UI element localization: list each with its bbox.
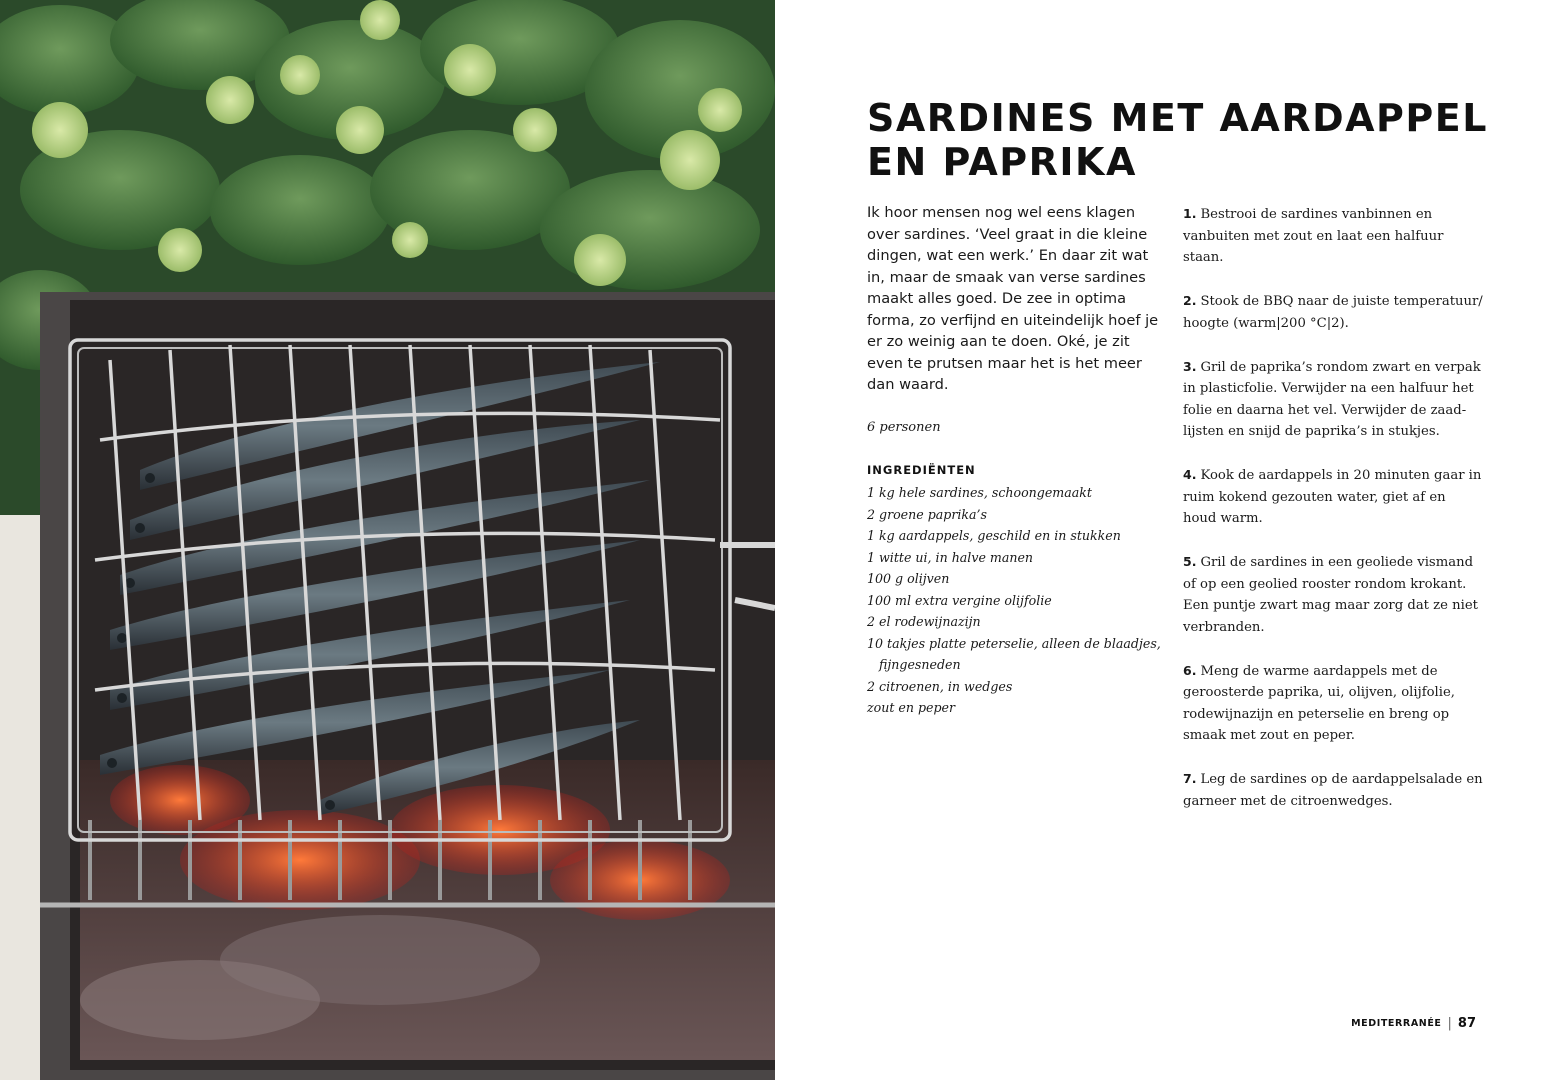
ingredients-heading: INGREDIËNTEN bbox=[867, 463, 976, 477]
step-text: Gril de paprika’s rondom zwart en verpak in plasticfolie. Verwijder na een halfuur het folie en daarna het vel. Verwijder de zaad-lijsten en snijd de paprika’s in stukjes. bbox=[1183, 359, 1481, 439]
ingredient-item: 100 ml extra vergine olijfolie bbox=[867, 592, 1052, 608]
method-steps bbox=[1183, 203, 1483, 834]
step-text: Bestrooi de sardines vanbinnen en vanbuiten met zout en laat een halfuur staan. bbox=[1183, 207, 1444, 265]
step-number: 3. bbox=[1183, 358, 1197, 374]
step-text: Leg de sardines op de aardappelsalade en garneer met de citroenwedges. bbox=[1183, 772, 1483, 809]
method-step bbox=[1183, 768, 1483, 812]
ingredient-item: 2 el rodewijnazijn bbox=[867, 614, 981, 629]
step-number: 1. bbox=[1183, 206, 1197, 221]
method-step bbox=[1183, 464, 1483, 530]
section-name: MEDITERRANÉE bbox=[1351, 1018, 1442, 1029]
ingredient-item: 10 takjes platte peterselie, alleen de blaadjes, fijngesneden bbox=[867, 635, 1161, 672]
ingredient-item: 100 g olijven bbox=[867, 571, 950, 586]
recipe-intro: Ik hoor mensen nog wel eens klagen over sardines. ‘Veel graat in die kleine dingen, wat een werk.’ En daar zit wat in, maar de smaak van verse sardines maakt alles goed. De zee in optima forma, zo verfijnd en uiteindelijk hoef je er zo weinig aan te doen. Oké, je zit even te prutsen maar het is het meer dan waard. bbox=[867, 204, 1159, 393]
method-step bbox=[1183, 356, 1483, 443]
ingredient-item: 2 citroenen, in wedges bbox=[867, 678, 1013, 694]
step-text: Stook de BBQ naar de juiste temperatuur/ hoogte (warm|200 °C|2). bbox=[1183, 294, 1483, 331]
ingredient-item: 1 witte ui, in halve manen bbox=[867, 549, 1034, 565]
ingredient-item: 1 kg aardappels, geschild en in stukken bbox=[867, 528, 1121, 543]
ingredients-list bbox=[867, 482, 1167, 719]
ingredient-item: 1 kg hele sardines, schoongemaakt bbox=[867, 485, 1092, 500]
method-step bbox=[1183, 551, 1483, 638]
ingredient-item: zout en peper bbox=[867, 700, 956, 715]
ingredient-item: 2 groene paprika’s bbox=[867, 506, 987, 522]
servings: 6 personen bbox=[867, 420, 941, 435]
step-text: Kook de aardappels in 20 minuten gaar in ruim kokend gezouten water, giet af en houd warm. bbox=[1183, 468, 1482, 526]
recipe-title bbox=[867, 96, 1507, 184]
method-step bbox=[1183, 660, 1483, 747]
recipe-title-line-1: SARDINES MET AARDAPPEL bbox=[867, 96, 1488, 140]
footer-separator: | bbox=[1447, 1016, 1452, 1031]
step-number: 4. bbox=[1183, 467, 1197, 482]
step-number: 6. bbox=[1183, 662, 1197, 678]
step-number: 5. bbox=[1183, 554, 1197, 569]
method-step bbox=[1183, 290, 1483, 334]
step-number: 2. bbox=[1183, 293, 1197, 308]
step-number: 7. bbox=[1183, 771, 1197, 786]
page-footer bbox=[1351, 1016, 1476, 1031]
method-step bbox=[1183, 203, 1483, 269]
step-text: Meng de warme aardappels met de geroosterde paprika, ui, olijven, olijfolie, rodewijnazijn en peterselie en breng op smaak met zout en peper. bbox=[1183, 663, 1455, 743]
recipe-title-line-2: EN PAPRIKA bbox=[867, 140, 1137, 184]
page-number: 87 bbox=[1457, 1016, 1476, 1031]
step-text: Gril de sardines in een geoliede vismand of op een geolied rooster rondom krokant. Een puntje zwart mag maar zorg dat ze niet verbranden. bbox=[1183, 555, 1478, 635]
